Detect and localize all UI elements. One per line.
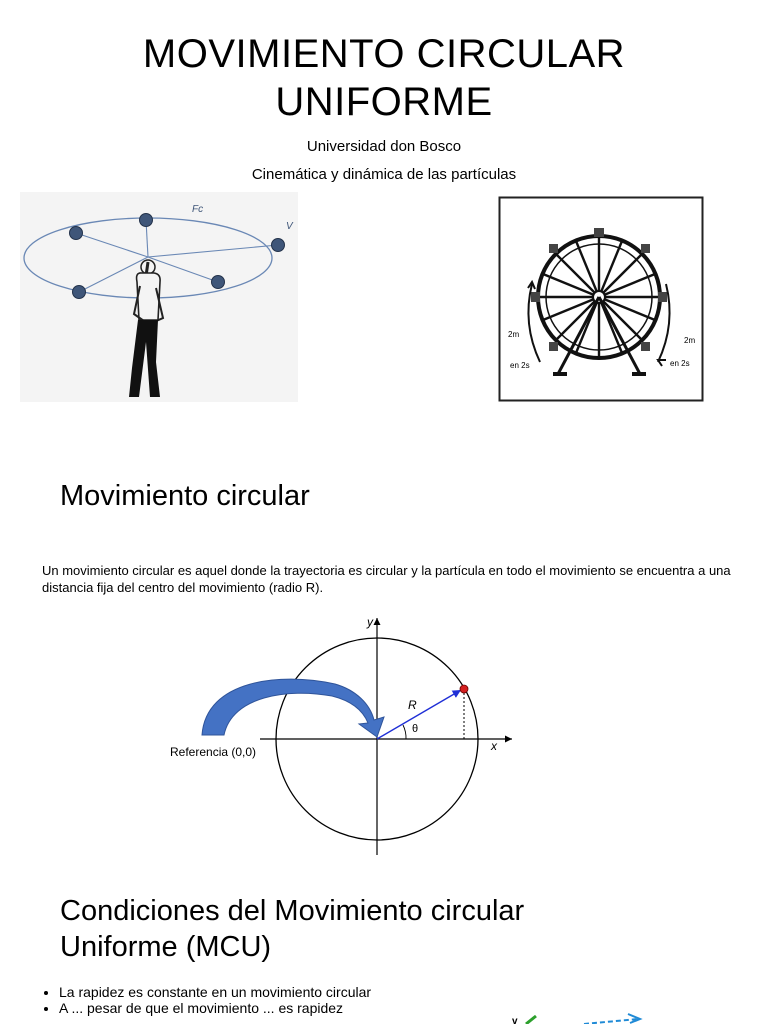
green-vector (526, 1016, 536, 1024)
left-distance-label: 2m (508, 330, 520, 339)
circular-definition: Un movimiento circular es aquel donde la trayectoria es circular y la partícula en todo el movimiento se encuentra a una distancia fija del centro del movimiento (radio R). (42, 563, 731, 595)
right-distance-label: 2m (684, 336, 696, 345)
mcu-conditions-list (42, 985, 389, 1017)
force-label: Fc (192, 204, 204, 215)
section-heading-mcu (60, 893, 524, 965)
right-time-label: en 2s (670, 359, 690, 368)
blue-vector (584, 1019, 638, 1024)
radius-label: R (408, 698, 417, 712)
radius-vector (377, 690, 461, 739)
vector-label: v (512, 1016, 518, 1024)
title-line-1: MOVIMIENTO CIRCULAR (142, 32, 626, 76)
y-axis-label: y (367, 615, 373, 629)
angle-label: θ (412, 723, 419, 735)
university-name: Universidad don Bosco (306, 138, 462, 155)
list-item: • A ... pesar de que el movimiento ... es rapidez (59, 1001, 389, 1015)
mcu-heading-line-2: Uniforme (MCU) (60, 931, 272, 963)
reference-label: Referencia (0,0) (170, 745, 257, 759)
spinning-person-illustration (20, 192, 298, 402)
mcu-heading-line-1: Condiciones del Movimiento circular (60, 895, 525, 927)
velocity-vectors-illustration (500, 1008, 660, 1024)
reference-arrow (202, 679, 384, 737)
course-name: Cinemática y dinámica de las partículas (251, 166, 517, 183)
circular-motion-diagram (160, 610, 530, 860)
x-axis-label: x (491, 739, 497, 753)
angle-arc (403, 725, 406, 739)
velocity-label: V (286, 221, 293, 232)
list-item: • La rapidez es constante en un movimiento circular (59, 985, 389, 999)
left-time-label: en 2s (510, 361, 530, 370)
section-heading-circular: Movimiento circular (60, 480, 310, 512)
particle-point (460, 685, 468, 693)
title-line-2: UNIFORME (275, 80, 493, 124)
page-title (0, 30, 768, 126)
ferris-wheel-illustration (498, 196, 704, 402)
